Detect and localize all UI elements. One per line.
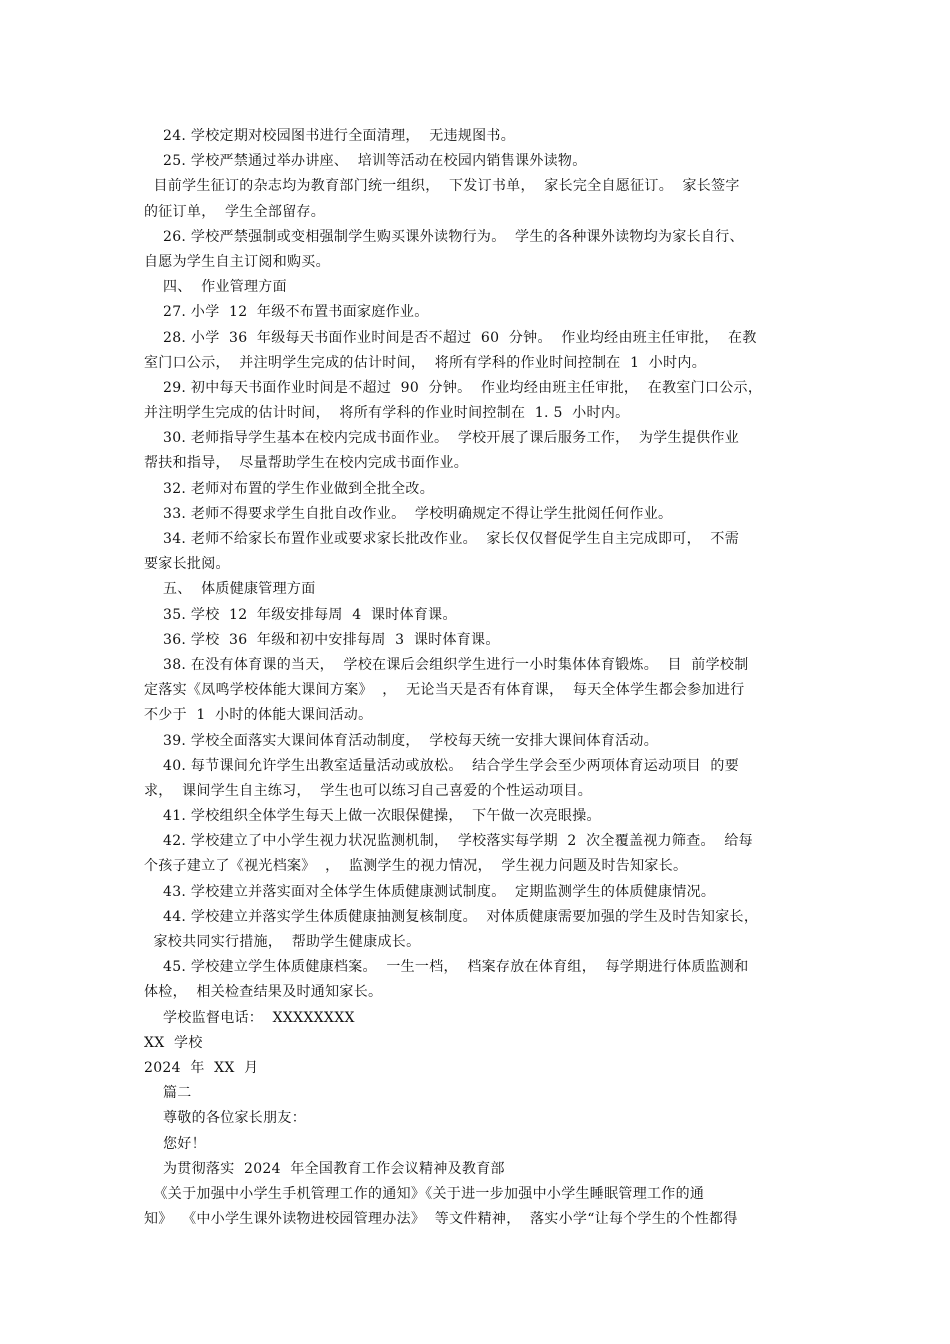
text-line: 四、 作业管理方面 — [144, 279, 287, 296]
text-line: 尊敬的各位家长朋友： — [144, 1110, 306, 1127]
text-line: 45. 学校建立学生体质健康档案。 一生一档， 档案存放在体育组， 每学期进行体质监测和 — [144, 959, 749, 976]
text-line: 42. 学校建立了中小学生视力状况监测机制， 学校落实每学期 2 次全覆盖视力筛查。 给每 — [144, 833, 753, 850]
text-line: 44. 学校建立并落实学生体质健康抽测复核制度。 对体质健康需要加强的学生及时告知家长， — [144, 908, 759, 925]
text-line: 学校监督电话： XXXXXXXX — [144, 1009, 355, 1026]
text-line: 求， 课间学生自主练习， 学生也可以练习自己喜爱的个性运动项目。 — [144, 782, 592, 799]
text-line: 43. 学校建立并落实面对全体学生体质健康测试制度。 定期监测学生的体质健康情况。 — [144, 883, 716, 900]
text-line: 体检， 相关检查结果及时通知家长。 — [144, 984, 383, 1001]
text-line: 35. 学校 12 年级安排每周 4 课时体育课。 — [144, 606, 457, 623]
text-line: 28. 小学 36 年级每天书面作业时间是否不超过 60 分钟。 作业均经由班主任审批， 在教 — [144, 329, 757, 346]
text-line: 32. 老师对布置的学生作业做到全批全改。 — [144, 480, 435, 497]
document-body — [144, 124, 812, 1232]
text-line: 五、 体质健康管理方面 — [144, 581, 316, 598]
text-line: 2024 年 XX 月 — [144, 1059, 259, 1076]
text-line: 定落实《凤鸣学校体能大课间方案》 ， 无论当天是否有体育课， 每天全体学生都会参加进行 — [144, 682, 745, 699]
text-line: 36. 学校 36 年级和初中安排每周 3 课时体育课。 — [144, 631, 500, 648]
text-line: 33. 老师不得要求学生自批自改作业。 学校明确规定不得让学生批阅任何作业。 — [144, 505, 673, 522]
text-line: 不少于 1 小时的体能大课间活动。 — [144, 707, 373, 724]
text-line: 《关于加强中小学生手机管理工作的通知》《关于进一步加强中小学生睡眠管理工作的通 — [144, 1185, 705, 1202]
text-line: 41. 学校组织全体学生每天上做一次眼保健操， 下午做一次亮眼操。 — [144, 808, 601, 825]
text-line: 34. 老师不给家长布置作业或要求家长批改作业。 家长仅仅督促学生自主完成即可， 不需 — [144, 531, 740, 547]
text-line: 室门口公示， 并注明学生完成的估计时间， 将所有学科的作业时间控制在 1 小时内。 — [144, 354, 707, 371]
text-line: 29. 初中每天书面作业时间是不超过 90 分钟。 作业均经由班主任审批， 在教室门口公示， — [144, 379, 763, 396]
text-line: 要家长批阅。 — [144, 556, 230, 573]
text-line: XX 学校 — [144, 1034, 203, 1051]
text-line: 目前学生征订的杂志均为教育部门统一组织， 下发订书单， 家长完全自愿征订。 家长签字 — [144, 178, 740, 195]
text-line: 24. 学校定期对校园图书进行全面清理， 无违规图书。 — [144, 128, 516, 144]
text-line: 39. 学校全面落实大课间体育活动制度， 学校每天统一安排大课间体育活动。 — [144, 732, 659, 749]
text-line: 30. 老师指导学生基本在校内完成书面作业。 学校开展了课后服务工作， 为学生提供作业 — [144, 430, 740, 447]
text-line: 并注明学生完成的估计时间， 将所有学科的作业时间控制在 1. 5 小时内。 — [144, 405, 630, 422]
text-line: 帮扶和指导， 尽量帮助学生在校内完成书面作业。 — [144, 455, 469, 472]
text-line: 27. 小学 12 年级不布置书面家庭作业。 — [144, 304, 429, 321]
text-line: 26. 学校严禁强制或变相强制学生购买课外读物行为。 学生的各种课外读物均为家长自行、 — [144, 228, 744, 245]
text-line: 个孩子建立了《视光档案》 ， 监测学生的视力情况， 学生视力问题及时告知家长。 — [144, 858, 688, 875]
text-line: 家校共同实行措施， 帮助学生健康成长。 — [144, 934, 421, 950]
text-line: 您好！ — [144, 1135, 206, 1152]
text-line: 40. 每节课间允许学生出教室适量活动或放松。 结合学生学会至少两项体育运动项目 的要 — [144, 757, 740, 774]
text-line: 25. 学校严禁通过举办讲座、 培训等活动在校园内销售课外读物。 — [144, 153, 587, 170]
text-line: 为贯彻落实 2024 年全国教育工作会议精神及教育部 — [144, 1160, 505, 1177]
text-line: 篇二 — [144, 1085, 192, 1102]
text-line: 知》 《中小学生课外读物进校园管理办法》 等文件精神， 落实小学“让每个学生的个性都得 — [144, 1211, 738, 1228]
text-line: 自愿为学生自主订阅和购买。 — [144, 253, 330, 270]
text-line: 38. 在没有体育课的当天， 学校在课后会组织学生进行一小时集体体育锻炼。 目 前学校制 — [144, 656, 749, 673]
text-line: 的征订单， 学生全部留存。 — [144, 203, 326, 220]
